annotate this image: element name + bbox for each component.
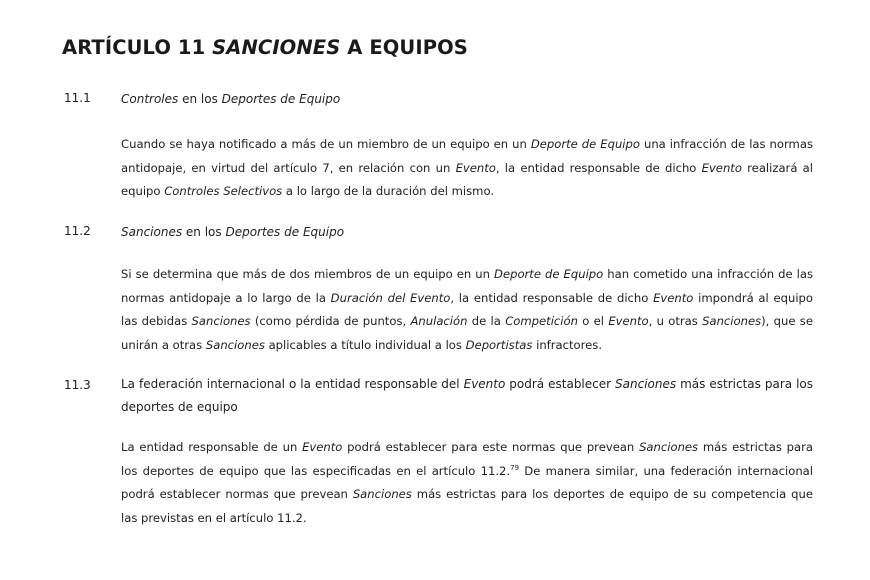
defined-term: Sanciones: [352, 487, 412, 501]
footnote-reference: 79: [510, 463, 520, 472]
section-number: 11.1: [64, 91, 91, 105]
text-run: podrá establecer: [505, 377, 616, 391]
defined-term: Sanciones: [702, 314, 762, 328]
defined-term: Evento: [608, 314, 649, 328]
article-title-suffix: A EQUIPOS: [340, 36, 468, 59]
text-run: De manera similar, una federación internacional podrá establecer normas que prevean: [121, 463, 813, 501]
defined-term: Evento: [701, 160, 742, 175]
defined-term: Evento: [302, 440, 343, 454]
text-run: (como pérdida de puntos,: [250, 314, 411, 328]
defined-term: Deporte de Equipo: [530, 137, 640, 151]
text-run: , la entidad responsable de dicho: [450, 290, 654, 305]
text-run: podrá establecer para este normas que prevean: [342, 440, 640, 454]
section-paragraph: [121, 133, 813, 204]
text-run: La entidad responsable de un: [121, 440, 303, 454]
text-run: más estrictas para los deportes de equipo de su competencia que las previstas en el artículo 11.2.: [121, 487, 814, 525]
text-run: o el: [577, 314, 609, 328]
text-run: ), que se unirán a otras: [121, 314, 813, 352]
defined-term: Sanciones: [615, 377, 677, 391]
text-run: infractores.: [532, 337, 603, 352]
defined-term: Sanciones: [191, 314, 251, 328]
text-run: en los: [182, 225, 226, 239]
defined-term: Deportistas: [465, 337, 533, 352]
text-run: Cuando se haya notificado a más de un miembro de un equipo en un: [121, 137, 531, 151]
text-run: a lo largo de la duración del mismo.: [282, 184, 495, 198]
text-run: más estrictas para los deportes de equipo que las especificadas en el artículo 11.2.: [121, 440, 813, 478]
text-run: más estrictas para los deportes de equipo: [121, 377, 814, 414]
defined-term: Controles Selectivos: [164, 184, 283, 198]
text-run: una infracción de las normas antidopaje, en virtud del artículo 7, en relación con un: [121, 137, 813, 175]
text-run: en los: [178, 92, 222, 106]
text-run: han cometido una infracción de las normas antidopaje a lo largo de la: [121, 267, 813, 305]
defined-term: Controles: [121, 92, 179, 106]
defined-term: Sanciones: [205, 337, 265, 352]
defined-term: Deportes de Equipo: [221, 92, 341, 106]
defined-term: Competición: [505, 314, 578, 328]
defined-term: Deporte de Equipo: [494, 267, 604, 281]
text-run: de la: [467, 314, 506, 328]
defined-term: Anulación: [410, 314, 468, 328]
section-number: 11.3: [64, 378, 91, 392]
defined-term: Deportes de Equipo: [225, 225, 345, 239]
defined-term: Duración del Evento: [330, 290, 451, 305]
section-heading: [121, 88, 813, 110]
section-heading: [121, 373, 813, 419]
section-paragraph: [121, 263, 813, 357]
article-title-prefix: ARTÍCULO 11: [62, 36, 213, 59]
text-run: , la entidad responsable de dicho: [495, 160, 702, 175]
text-run: La federación internacional o la entidad responsable del: [121, 377, 464, 391]
article-title: [62, 36, 468, 59]
defined-term: Evento: [455, 160, 496, 175]
article-title-italic: SANCIONES: [212, 36, 341, 59]
defined-term: Sanciones: [121, 225, 183, 239]
text-run: Si se determina que más de dos miembros de un equipo en un: [121, 267, 495, 281]
defined-term: Sanciones: [639, 440, 699, 454]
section-paragraph: [121, 436, 813, 530]
text-run: impondrá al equipo las debidas: [121, 290, 813, 328]
defined-term: Evento: [653, 290, 694, 305]
defined-term: Evento: [463, 377, 506, 391]
text-run: aplicables a título individual a los: [264, 337, 466, 352]
text-run: realizará al equipo: [121, 160, 813, 198]
text-run: , u otras: [648, 314, 703, 328]
section-heading: [121, 221, 813, 243]
section-number: 11.2: [64, 224, 91, 238]
